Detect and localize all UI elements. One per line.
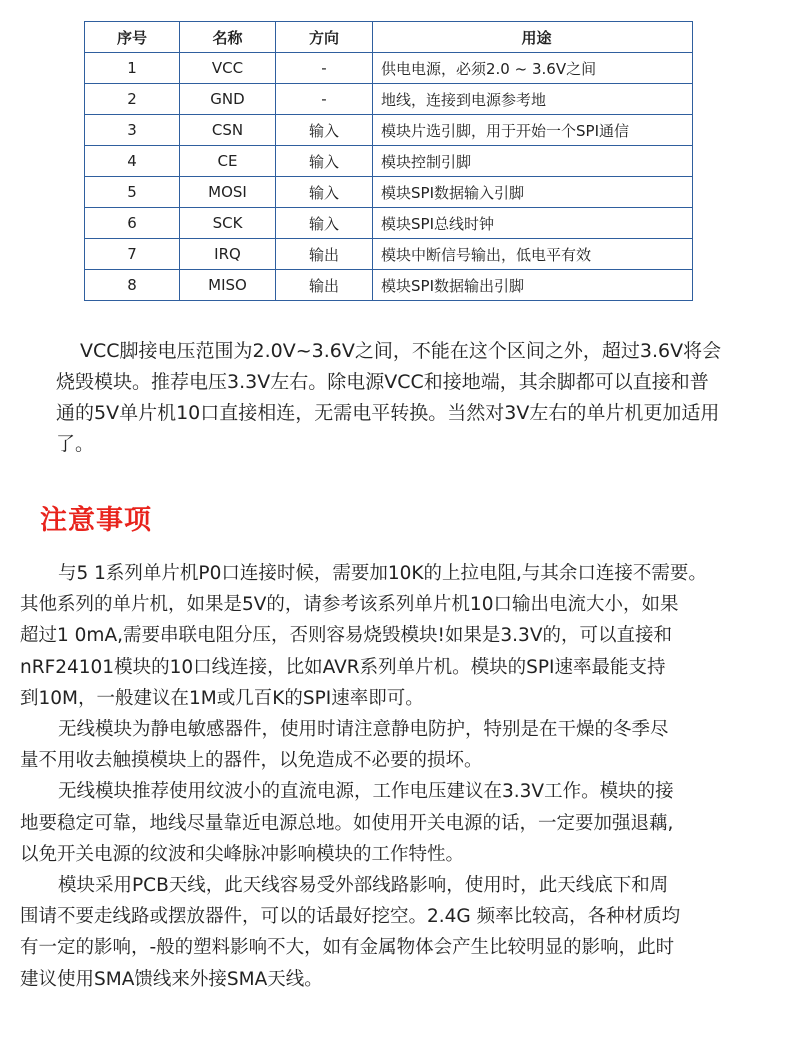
- cell-direction: -: [276, 53, 373, 84]
- paragraph-line: 围请不要走线路或摆放器件，可以的话最好挖空。2.4G 频率比较高，各种材质均: [20, 906, 681, 928]
- table-row: [85, 177, 693, 208]
- cell-direction: 输入: [276, 146, 373, 177]
- cell-direction: 输入: [276, 177, 373, 208]
- cell-purpose: 模块SPI数据输出引脚: [373, 270, 693, 301]
- paragraph-line: 通的5V单片机10口直接相连，无需电平转换。当然对3V左右的单片机更加适用: [56, 402, 720, 424]
- cell-name: VCC: [180, 53, 276, 84]
- cell-purpose: 模块片选引脚，用于开始一个SPI通信: [373, 115, 693, 146]
- header-direction: 方向: [276, 22, 373, 53]
- table-header-row: [85, 22, 693, 53]
- cell-name: SCK: [180, 208, 276, 239]
- paragraph-line: 以免开关电源的纹波和尖峰脉冲影响模块的工作特性。: [20, 843, 465, 865]
- cell-direction: 输出: [276, 239, 373, 270]
- pin-table: [84, 21, 693, 301]
- notice-heading: 注意事项: [40, 505, 152, 536]
- table-row: [85, 115, 693, 146]
- paragraph-line: 了。: [56, 433, 95, 455]
- table-row: [85, 53, 693, 84]
- cell-index: 1: [85, 53, 180, 84]
- cell-purpose: 模块SPI数据输入引脚: [373, 177, 693, 208]
- cell-name: MOSI: [180, 177, 276, 208]
- cell-index: 2: [85, 84, 180, 115]
- cell-direction: 输出: [276, 270, 373, 301]
- paragraph-line: 建议使用SMA馈线来外接SMA天线。: [20, 968, 323, 990]
- table-row: [85, 84, 693, 115]
- cell-purpose: 模块控制引脚: [373, 146, 693, 177]
- cell-purpose: 模块中断信号输出，低电平有效: [373, 239, 693, 270]
- paragraph-line: 地要稳定可靠，地线尽量靠近电源总地。如使用开关电源的话，一定要加强退藕,: [20, 812, 674, 834]
- table-row: [85, 239, 693, 270]
- header-purpose: 用途: [373, 22, 693, 53]
- table-row: [85, 146, 693, 177]
- paragraph-line: 无线模块推荐使用纹波小的直流电源，工作电压建议在3.3V工作。模块的接: [58, 781, 674, 803]
- paragraph-line: 到10M，一般建议在1M或几百K的SPI速率即可。: [20, 687, 424, 709]
- paragraph-line: 量不用收去触摸模块上的器件，以免造成不必要的损坏。: [20, 750, 483, 772]
- cell-direction: 输入: [276, 115, 373, 146]
- cell-index: 4: [85, 146, 180, 177]
- cell-index: 8: [85, 270, 180, 301]
- paragraph-line: 模块采用PCB天线，此天线容易受外部线路影响，使用时，此天线底下和周: [58, 875, 669, 897]
- cell-index: 6: [85, 208, 180, 239]
- header-name: 名称: [180, 22, 276, 53]
- cell-direction: -: [276, 84, 373, 115]
- voltage-paragraph: [56, 336, 756, 460]
- paragraph-line: 其他系列的单片机，如果是5V的，请参考该系列单片机10口输出电流大小，如果: [20, 594, 679, 616]
- table-row: [85, 270, 693, 301]
- notice-body: [20, 558, 780, 995]
- cell-direction: 输入: [276, 208, 373, 239]
- cell-name: MISO: [180, 270, 276, 301]
- paragraph-line: VCC脚接电压范围为2.0V~3.6V之间，不能在这个区间之外，超过3.6V将会: [80, 340, 722, 362]
- cell-name: GND: [180, 84, 276, 115]
- cell-name: CE: [180, 146, 276, 177]
- cell-name: IRQ: [180, 239, 276, 270]
- paragraph-line: 无线模块为静电敏感器件，使用时请注意静电防护，特别是在干燥的冬季尽: [58, 719, 669, 741]
- header-index: 序号: [85, 22, 180, 53]
- table-row: [85, 208, 693, 239]
- paragraph-line: nRF24101模块的10口线连接，比如AVR系列单片机。模块的SPI速率最能支持: [20, 656, 666, 678]
- paragraph-line: 有一定的影响，-般的塑料影响不大，如有金属物体会产生比较明显的影响，此时: [20, 937, 675, 959]
- cell-purpose: 供电电源，必须2.0 ~ 3.6V之间: [373, 53, 693, 84]
- cell-index: 3: [85, 115, 180, 146]
- paragraph-line: 超过1 0mA,需要串联电阻分压，否则容易烧毁模块!如果是3.3V的，可以直接和: [20, 625, 672, 647]
- cell-name: CSN: [180, 115, 276, 146]
- cell-index: 5: [85, 177, 180, 208]
- paragraph-line: 与5 1系列单片机P0口连接时候，需要加10K的上拉电阻,与其余口连接不需要。: [58, 563, 707, 584]
- cell-index: 7: [85, 239, 180, 270]
- cell-purpose: 地线，连接到电源参考地: [373, 84, 693, 115]
- cell-purpose: 模块SPI总线时钟: [373, 208, 693, 239]
- paragraph-line: 烧毁模块。推荐电压3.3V左右。除电源VCC和接地端，其余脚都可以直接和普: [56, 371, 709, 393]
